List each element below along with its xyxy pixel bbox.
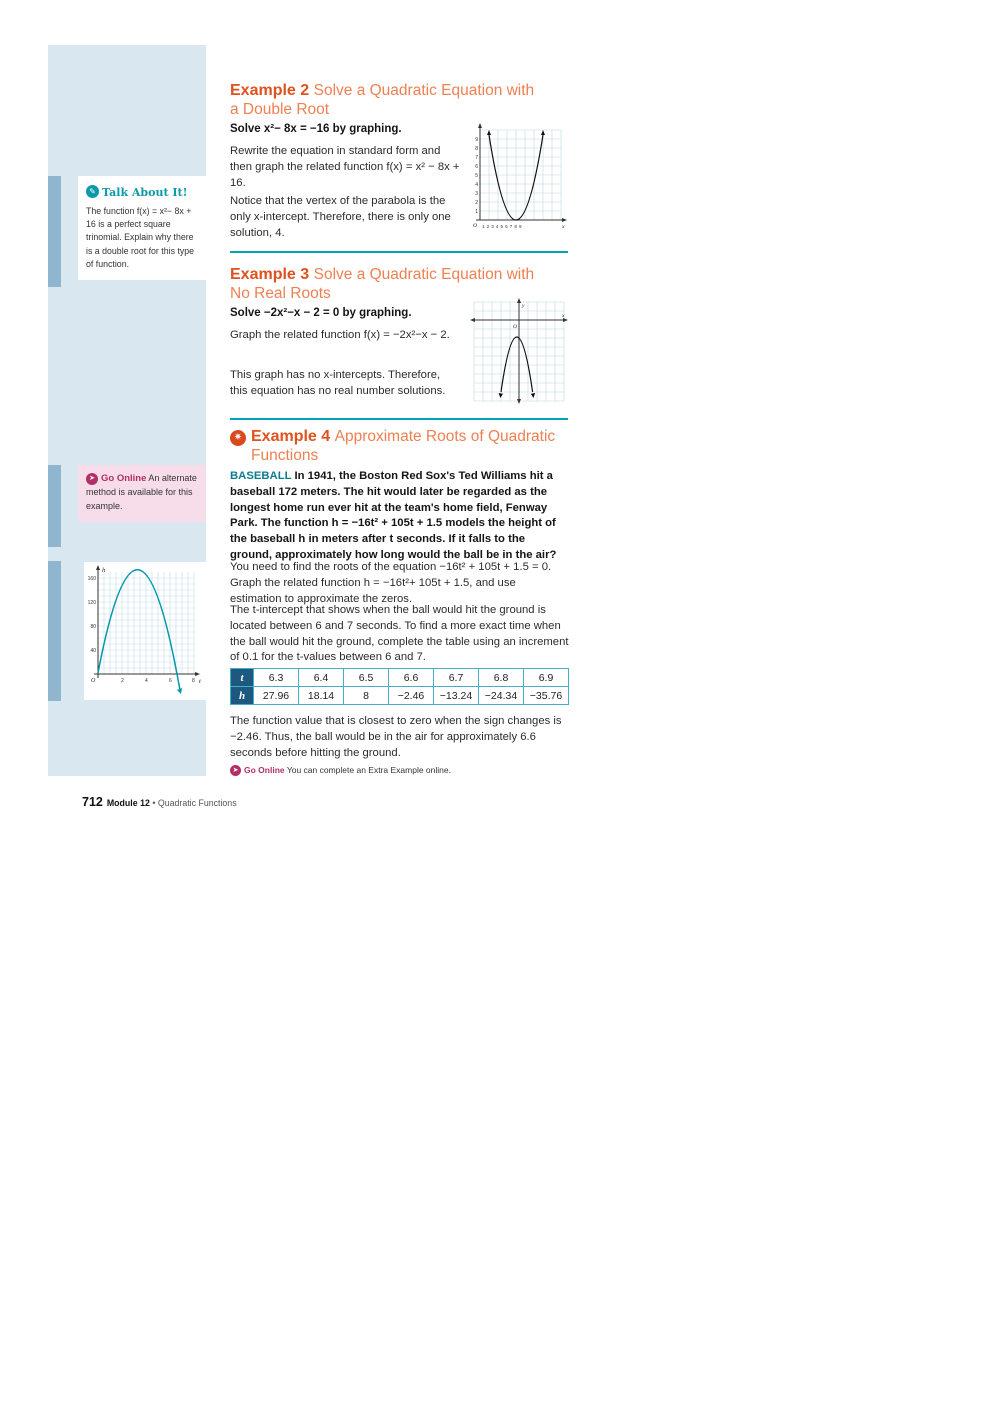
table-row-t (231, 669, 569, 687)
example2-para1: Rewrite the equation in standard form and then graph the related function f(x) = x² − 8x + 16. (230, 145, 460, 189)
example3-problem: Solve −2x²−x − 2 = 0 by graphing. (230, 307, 412, 319)
y-tick: 6 (475, 164, 478, 170)
y-tick: 7 (475, 155, 478, 161)
y-axis-label: y (522, 303, 525, 309)
table-row-label: h (231, 687, 254, 705)
x-ticks: 1 2 3 4 5 6 7 8 9 (482, 224, 523, 229)
talk-about-it-body: The function f(x) = x²− 8x + 16 is a perfect square trinomial. Explain why there is a double root for this type of function. (86, 206, 195, 269)
example4-heading-text (251, 428, 570, 466)
sidebar-graph-x-label: t (199, 678, 201, 685)
example2-para2: Notice that the vertex of the parabola is the only x-intercept. Therefore, there is only one solution, 4. (230, 195, 451, 239)
y-tick: 80 (90, 624, 96, 630)
y-tick: 5 (475, 173, 478, 179)
example4-problem (230, 469, 570, 564)
y-tick: 8 (475, 146, 478, 152)
section-divider (230, 251, 568, 253)
example4-label: Example 4 (251, 428, 331, 445)
y-tick: 160 (87, 576, 96, 582)
page-footer (82, 795, 237, 809)
example3-label: Example 3 (230, 266, 310, 283)
example3-title-line1: Solve a Quadratic Equation with (313, 266, 535, 283)
y-tick: 120 (87, 600, 96, 606)
accent-bar (48, 465, 61, 547)
example4-title-line2: Functions (251, 446, 319, 464)
table-cell: −13.24 (434, 687, 479, 705)
example4-heading (230, 428, 570, 466)
y-tick: 9 (475, 137, 478, 143)
example2-label: Example 2 (230, 82, 310, 99)
y-tick: 2 (475, 200, 478, 206)
example4-para1: You need to find the roots of the equation −16t² + 105t + 1.5 = 0. Graph the related function h = −16t²+ 105t + 1.5, and use estimation to approximate the zeros. (230, 561, 552, 605)
x-axis-label: x (562, 313, 565, 319)
table-cell: 6.9 (524, 669, 569, 687)
go-online-callout-body (86, 472, 198, 513)
page-number: 712 (82, 795, 103, 809)
example2-graph (470, 122, 568, 234)
origin-label: O (91, 678, 96, 684)
go-online-callout (78, 465, 206, 522)
talk-about-it-header (86, 183, 198, 201)
go-online-footer-label: Go Online (244, 765, 285, 775)
example3-graph (470, 298, 568, 404)
sidebar-graph-y-label: h (102, 567, 106, 574)
table-cell: 8 (344, 687, 389, 705)
go-online-icon: ➤ (230, 765, 241, 776)
table-row-label: t (231, 669, 254, 687)
x-tick: 4 (145, 678, 148, 684)
table-cell: 6.7 (434, 669, 479, 687)
footer-section: Quadratic Functions (157, 798, 237, 808)
accent-bar (48, 176, 61, 287)
go-online-footer-line (230, 765, 451, 776)
y-tick: 40 (90, 648, 96, 654)
y-tick: 1 (475, 209, 478, 215)
table-row-h (231, 687, 569, 705)
x-tick: 2 (121, 678, 124, 684)
y-tick: 4 (475, 182, 478, 188)
footer-module: Module 12 (106, 798, 150, 808)
y-tick: 3 (475, 191, 478, 197)
example4-table (230, 668, 569, 705)
talk-about-it-title: Talk About It! (102, 186, 188, 199)
example3-title-line2: No Real Roots (230, 284, 331, 302)
example4-problem-text: In 1941, the Boston Red Sox's Ted Williams hit a baseball 172 meters. The hit would later be regarded as the longest home run ever hit at the team's home field, Fenway Park. The function h = −16t² + 105t + 1.5 models the height of the baseball h in meters after t seconds. If it falls to the ground, approximately how long would the ball be in the air? (230, 470, 557, 562)
table-cell: 6.3 (254, 669, 299, 687)
sidebar-baseball-graph (84, 562, 206, 700)
x-axis-label: x (562, 224, 565, 230)
example4-para2: The t-intercept that shows when the ball would hit the ground is located between 6 and 7 seconds. To find a more exact time when the ball would hit the ground, complete the table using an increment of 0.1 for the t-values between 6 and 7. (230, 604, 569, 664)
table-cell: −35.76 (524, 687, 569, 705)
baseball-tag: BASEBALL (230, 470, 292, 482)
example2-problem: Solve x²− 8x = −16 by graphing. (230, 123, 402, 135)
x-tick: 6 (169, 678, 172, 684)
example2-title-line2: a Double Root (230, 100, 330, 118)
table-cell: −2.46 (389, 687, 434, 705)
table-cell: 6.8 (479, 669, 524, 687)
table-cell: 6.6 (389, 669, 434, 687)
table-cell: 6.4 (299, 669, 344, 687)
accent-bar (48, 561, 61, 701)
example2-title-line1: Solve a Quadratic Equation with (313, 82, 535, 99)
talk-about-it-icon: ✎ (86, 185, 99, 198)
origin-label: O (473, 223, 477, 229)
example2-heading (230, 82, 534, 120)
talk-about-it-callout (78, 176, 206, 280)
table-cell: 18.14 (299, 687, 344, 705)
table-cell: −24.34 (479, 687, 524, 705)
footer-bullet: • (152, 798, 156, 808)
go-online-footer-text: You can complete an Extra Example online. (286, 765, 451, 775)
example3-para2: This graph has no x-intercepts. Therefore, this equation has no real number solutions. (230, 369, 446, 397)
example4-icon: ✷ (230, 430, 246, 446)
origin-label: O (513, 324, 517, 330)
table-cell: 6.5 (344, 669, 389, 687)
section-divider (230, 418, 568, 420)
table-cell: 27.96 (254, 687, 299, 705)
example3-para1: Graph the related function f(x) = −2x²−x − 2. (230, 329, 450, 341)
go-online-text: An alternate method is available for this example. (86, 473, 197, 511)
go-online-icon: ➤ (86, 473, 98, 485)
go-online-label: Go Online (101, 473, 147, 484)
example4-para3: The function value that is closest to zero when the sign changes is −2.46. Thus, the ball would be in the air for approximately 6.6 seconds before hitting the ground. (230, 715, 562, 759)
example4-title-line1: Approximate Roots of Quadratic (334, 428, 556, 445)
x-tick: 8 (192, 678, 195, 684)
